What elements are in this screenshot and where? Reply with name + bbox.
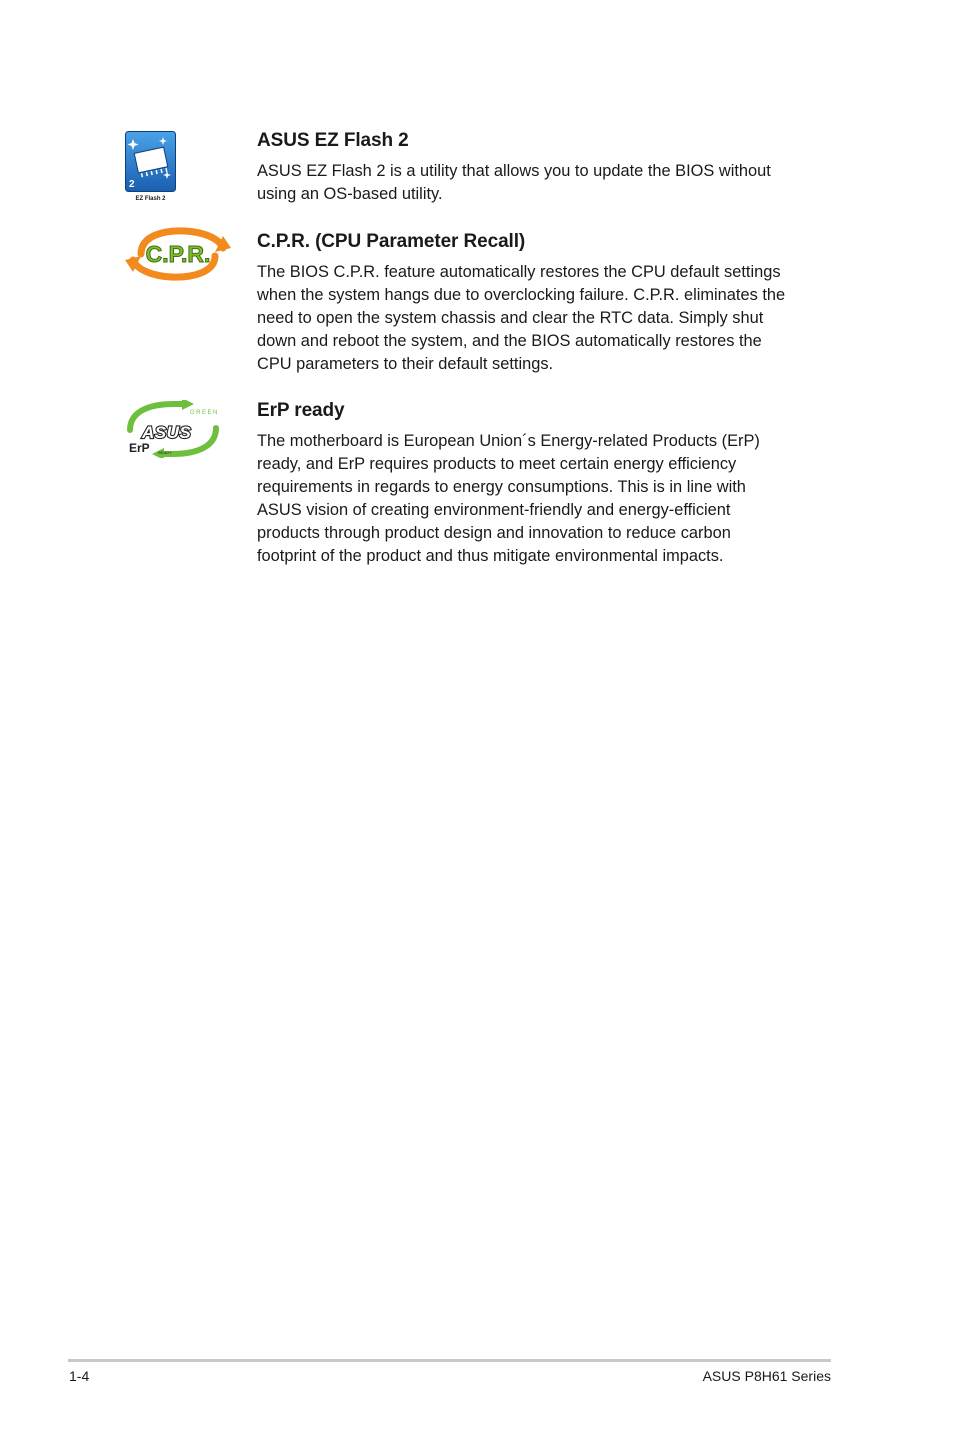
cpr-line: CPU parameters to their default settings. <box>257 355 554 373</box>
cpr-line: when the system hangs due to overclocking failure. C.P.R. eliminates the <box>257 286 786 304</box>
cpr-line: need to open the system chassis and clear the RTC data. Simply shut <box>257 309 764 327</box>
cpr-description <box>257 261 827 376</box>
erp-heading: ErP ready <box>257 400 345 421</box>
asus-green-erp-icon <box>124 400 222 458</box>
ez-flash-2-icon <box>125 131 176 203</box>
erp-line: products through product design and innovation to reduce carbon <box>257 524 731 542</box>
ez-flash-icon-caption: EZ Flash 2 <box>135 196 166 202</box>
cpr-line: down and reboot the system, and the BIOS automatically restores the <box>257 332 762 350</box>
erp-line: ASUS vision of creating environment-friendly and energy-efficient <box>257 501 731 519</box>
erp-icon-green: GREEN <box>190 410 219 416</box>
footer-divider <box>68 1359 831 1362</box>
erp-icon-ready: READY <box>158 450 172 455</box>
erp-line: requirements in regards to energy consumptions. This is in line with <box>257 478 746 496</box>
footer-title: ASUS P8H61 Series <box>702 1368 831 1384</box>
ez-flash-content <box>257 130 827 206</box>
cpr-logo-icon <box>123 226 233 282</box>
ez-flash-line: ASUS EZ Flash 2 is a utility that allows you to update the BIOS without <box>257 162 771 180</box>
erp-content <box>257 400 827 568</box>
cpr-content <box>257 231 827 376</box>
erp-icon-brand: ASUS <box>142 423 192 442</box>
erp-description <box>257 430 827 568</box>
erp-line: footprint of the product and thus mitigate environmental impacts. <box>257 547 724 565</box>
page-number: 1-4 <box>69 1368 90 1384</box>
cpr-logo-text: C.P.R. <box>145 241 211 267</box>
ez-flash-icon-number: 2 <box>129 179 135 190</box>
erp-line: ready, and ErP requires products to meet certain energy efficiency <box>257 455 737 473</box>
ez-flash-description <box>257 160 827 206</box>
ez-flash-line: using an OS-based utility. <box>257 185 443 203</box>
ez-flash-heading: ASUS EZ Flash 2 <box>257 130 409 151</box>
cpr-line: The BIOS C.P.R. feature automatically restores the CPU default settings <box>257 263 781 281</box>
erp-icon-erp: ErP <box>129 441 150 455</box>
erp-line: The motherboard is European Union´s Energy-related Products (ErP) <box>257 432 760 450</box>
cpr-heading: C.P.R. (CPU Parameter Recall) <box>257 231 526 252</box>
